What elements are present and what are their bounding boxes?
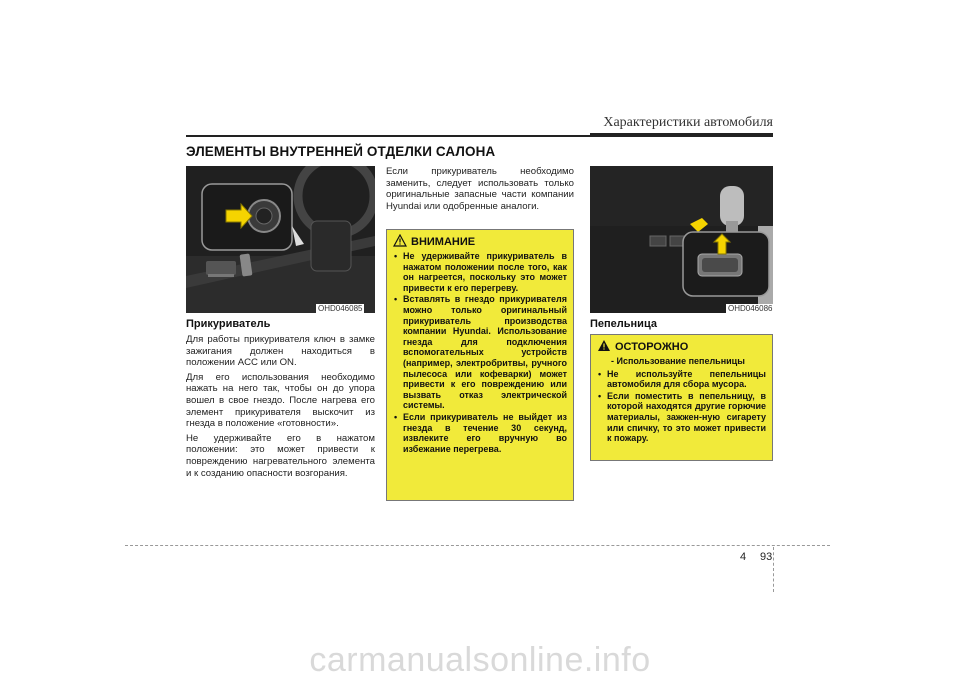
lighter-replace-paragraph: Если прикуриватель необходимо заменить, следует использовать только оригинальные запасные части компании Hyundai или одобренные аналоги. xyxy=(386,166,574,212)
caution-item-3: • Если прикуриватель не выйдет из гнезда в течение 30 секунд, извлеките его вручную во избежание перегрева. xyxy=(393,412,567,454)
ashtray-photo xyxy=(590,166,773,313)
ashtray-heading: Пепельница xyxy=(590,318,657,330)
lighter-heading: Прикуриватель xyxy=(186,318,271,330)
caution-title xyxy=(411,236,567,248)
page-title: ЭЛЕМЕНТЫ ВНУТРЕННЕЙ ОТДЕЛКИ САЛОНА xyxy=(186,144,496,159)
warning-item-1: • Не используйте пепельницы автомобиля для сбора мусора. xyxy=(597,369,766,390)
lighter-paragraph-1: Для работы прикуривателя ключ в замке зажигания должен находиться в положении ACC или ON. xyxy=(186,334,375,369)
warning-list xyxy=(597,369,766,444)
lighter-illustration xyxy=(186,166,375,313)
ashtray-figure-code: OHD046086 xyxy=(728,304,773,313)
section-header: Характеристики автомобиля xyxy=(603,115,773,130)
footer-vertical-rule xyxy=(773,547,774,592)
lighter-body xyxy=(186,334,375,482)
warning-title xyxy=(615,341,766,353)
ashtray-illustration xyxy=(590,166,773,313)
watermark: carmanualsonline.info xyxy=(309,641,651,679)
caution-item-1: • Не удерживайте прикуриватель в нажатом положении после того, как он нагреется, поскольку это может привести к его перегреву. xyxy=(393,251,567,293)
lighter-paragraph-2: Для его использования необходимо нажать на него так, чтобы он до упора вошел в свое гнездо. После нагрева его элемент прикуривателя выскочит из гнезда в положение «готовности». xyxy=(186,371,375,430)
warning-title-text: ОСТОРОЖНО xyxy=(615,341,689,353)
lighter-photo xyxy=(186,166,375,313)
footer-rule xyxy=(125,545,830,546)
lighter-replace-text xyxy=(386,166,574,215)
warning-box xyxy=(590,334,773,461)
header-rule-thick xyxy=(590,133,773,137)
lighter-paragraph-3: Не удерживайте его в нажатом положении: это может привести к повреждению нагревательного элемента и к созданию опасности возгорания. xyxy=(186,432,375,479)
warning-triangle-icon xyxy=(393,234,407,247)
caution-title-text: ВНИМАНИЕ xyxy=(411,236,476,248)
warning-item-2: • Если поместить в пепельницу, в которой находятся другие горючие материалы, зажжен-ную сигарету или спичку, то это может привести к пожару. xyxy=(597,391,766,444)
caution-item-2: • Вставлять в гнездо прикуривателя можно только оригинальный прикуриватель производства компании Hyundai. Использование гнезда для подключения вспомогательных устройств (например, электробритвы, ручного пылесоса или кофеварки) может привести к его повреждению или вызвать отказ электрической системы. xyxy=(393,294,567,411)
caution-box xyxy=(386,229,574,501)
warning-subtitle: - Использование пепельницы xyxy=(611,356,745,366)
caution-list xyxy=(393,251,567,454)
page-number: 93 xyxy=(760,551,773,563)
warning-filled-triangle-icon xyxy=(597,339,611,352)
page-chapter: 4 xyxy=(740,551,747,563)
lighter-figure-code: OHD046085 xyxy=(318,304,363,313)
